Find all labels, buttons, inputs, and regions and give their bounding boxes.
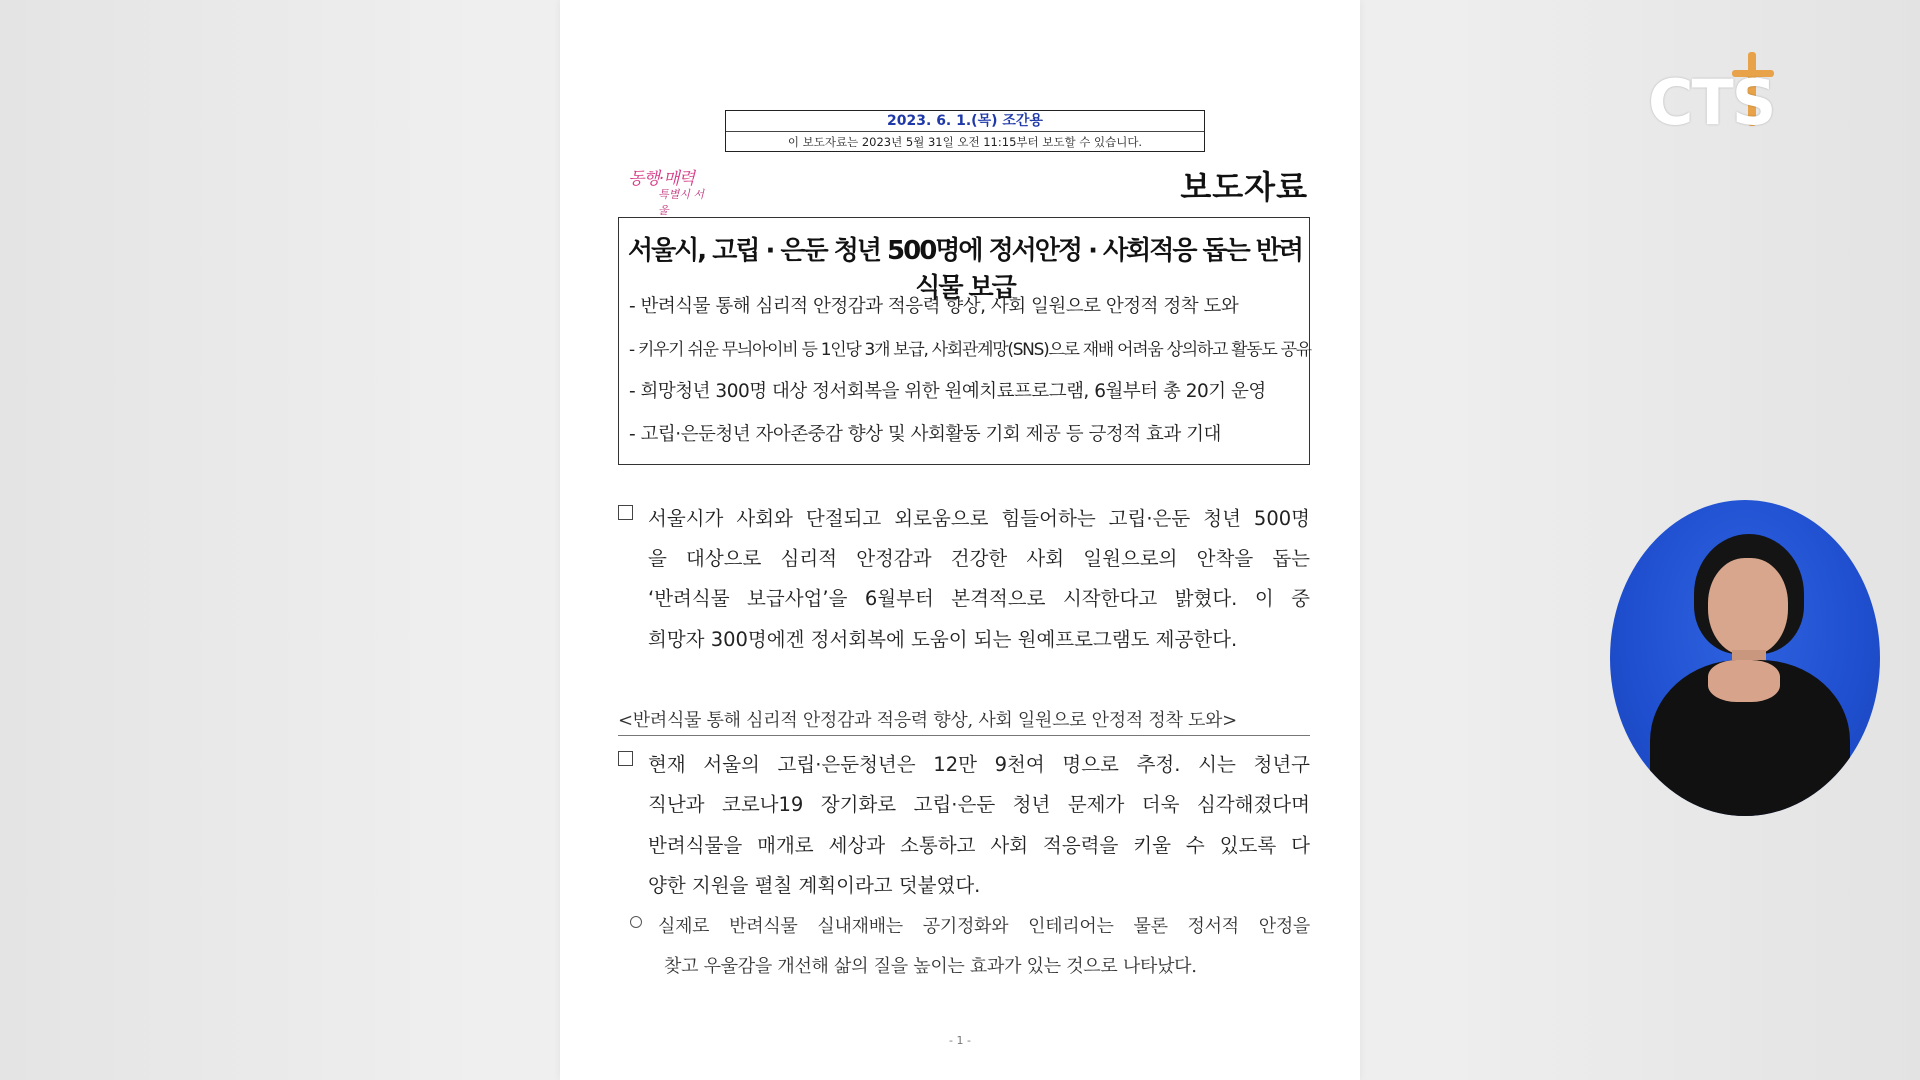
logo-text-top: 동행·매력 xyxy=(628,169,695,189)
embargo-notice: 이 보도자료는 2023년 5월 31일 오전 11:15부터 보도할 수 있습니다. xyxy=(787,135,1143,149)
interpreter-hands xyxy=(1708,660,1780,702)
summary-bullet: - 고립·은둔청년 자아존중감 향상 및 사회활동 기회 제공 등 긍정적 효과 기대 xyxy=(629,423,1221,445)
document-type-label: 보도자료 xyxy=(1180,168,1308,206)
embargo-box xyxy=(725,110,1205,152)
summary-bullet: - 반려식물 통해 심리적 안정감과 적응력 향상, 사회 일원으로 안정적 정착 도와 xyxy=(629,296,1239,317)
headline: 서울시, 고립 · 은둔 청년 500명에 정서안정 · 사회적응 돕는 반려식물 보급 xyxy=(627,236,1303,303)
sub-paragraph-line: 실제로 반려식물 실내재배는 공기정화와 인테리어는 물론 정서적 안정을 xyxy=(658,916,1310,937)
paragraph-line: 서울시가 사회와 단절되고 외로움으로 힘들어하는 고립·은둔 청년 500명 xyxy=(648,507,1310,530)
summary-bullet: - 키우기 쉬운 무늬아이비 등 1인당 3개 보급, 사회관계망(SNS)으로 재배 어려움 상의하고 활동도 공유 xyxy=(629,339,1311,360)
paragraph-line: 현재 서울의 고립·은둔청년은 12만 9천여 명으로 추정. 시는 청년구 xyxy=(648,753,1310,776)
summary-bullet: - 희망청년 300명 대상 정서회복을 위한 원예치료프로그램, 6월부터 총 20기 운영 xyxy=(629,381,1266,402)
circle-bullet-icon xyxy=(630,916,642,928)
sign-language-interpreter xyxy=(1610,500,1880,816)
paragraph-line: 희망자 300명에겐 정서회복에 도움이 되는 원예프로그램도 제공한다. xyxy=(648,628,1238,651)
interpreter-face xyxy=(1708,558,1788,656)
paragraph-line: ‘반려식물 보급사업’을 6월부터 본격적으로 시작한다고 밝혔다. 이 중 xyxy=(648,587,1310,610)
paragraph-line: 반려식물을 매개로 세상과 소통하고 사회 적응력을 키울 수 있도록 다 xyxy=(648,834,1310,857)
sub-paragraph xyxy=(630,912,1310,992)
paragraph-line: 양한 지원을 펼칠 계획이라고 덧붙였다. xyxy=(648,874,981,897)
paragraph-line: 을 대상으로 심리적 안정감과 건강한 사회 일원으로의 안착을 돕는 xyxy=(648,547,1310,570)
page-number: - 1 - xyxy=(949,1034,971,1047)
summary-box xyxy=(618,217,1310,465)
checkbox-bullet-icon xyxy=(618,505,633,520)
press-release-page xyxy=(560,0,1360,1080)
cts-logo-text: CTS xyxy=(1648,66,1775,139)
paragraph-2 xyxy=(618,749,1310,909)
section-heading: <반려식물 통해 심리적 안정감과 적응력 향상, 사회 일원으로 안정적 정착 도와> xyxy=(618,706,1310,736)
seoul-logo xyxy=(628,164,712,217)
summary-bullets xyxy=(629,292,1311,462)
paragraph-line: 직난과 코로나19 장기화로 고립·은둔 청년 문제가 더욱 심각해졌다며 xyxy=(648,793,1310,816)
embargo-date: 2023. 6. 1.(목) 조간용 xyxy=(726,111,1204,132)
cts-logo xyxy=(1640,50,1790,140)
sub-paragraph-line: 찾고 우울감을 개선해 삶의 질을 높이는 효과가 있는 것으로 나타났다. xyxy=(664,956,1197,977)
paragraph-1 xyxy=(618,503,1310,663)
checkbox-bullet-icon xyxy=(618,751,633,766)
logo-text-bottom: 특별시 서울 xyxy=(658,188,705,217)
